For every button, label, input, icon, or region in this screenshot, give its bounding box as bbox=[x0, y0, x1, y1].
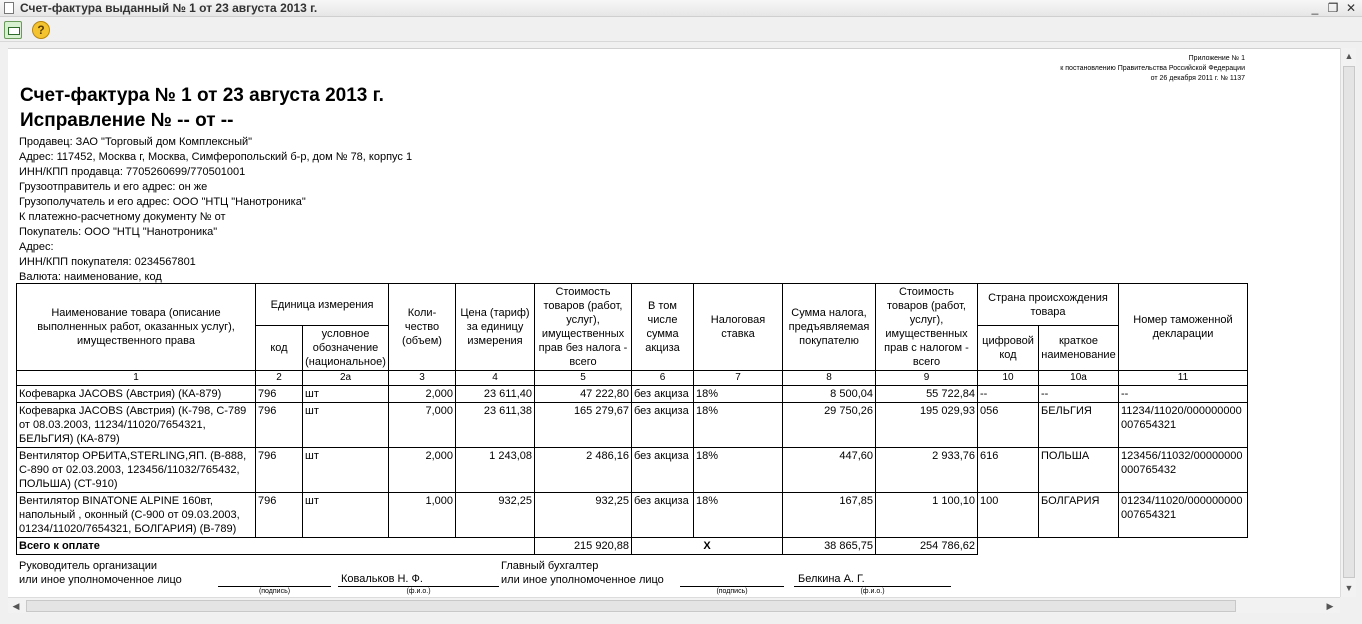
seller-line: Продавец: ЗАО "Торговый дом Комплексный" bbox=[19, 136, 253, 148]
unit-name: шт bbox=[303, 386, 389, 403]
col-number: 7 bbox=[694, 371, 783, 386]
window-title: Счет-фактура выданный № 1 от 23 августа 2013 г. bbox=[20, 1, 318, 15]
total-row bbox=[17, 538, 1248, 555]
table-header-row bbox=[17, 284, 1248, 326]
quantity: 2,000 bbox=[389, 386, 456, 403]
cost-with-tax: 195 029,93 bbox=[876, 403, 978, 448]
col-number: 9 bbox=[876, 371, 978, 386]
print-icon[interactable] bbox=[4, 21, 22, 39]
unit-code: 796 bbox=[256, 403, 303, 448]
restore-button[interactable]: ❐ bbox=[1327, 1, 1339, 15]
col-number: 8 bbox=[783, 371, 876, 386]
excise: без акциза bbox=[632, 403, 694, 448]
invoice-table bbox=[16, 283, 1248, 555]
col-number: 5 bbox=[535, 371, 632, 386]
quantity: 7,000 bbox=[389, 403, 456, 448]
accountant-name-caption: (ф.и.о.) bbox=[860, 588, 885, 595]
head-name-caption: (ф.и.о.) bbox=[406, 588, 431, 595]
col-header-unit-name: условное обозначение (национальное) bbox=[303, 326, 389, 371]
quantity: 2,000 bbox=[389, 448, 456, 493]
unit-code: 796 bbox=[256, 448, 303, 493]
head-label-2: или иное уполномоченное лицо bbox=[19, 574, 182, 586]
price: 23 611,40 bbox=[456, 386, 535, 403]
customs-number: 01234/11020/000000000007654321 bbox=[1119, 493, 1248, 538]
total-cost-with-tax: 254 786,62 bbox=[876, 538, 978, 555]
consignee-line: Грузополучатель и его адрес: ООО "НТЦ "Нанотроника" bbox=[19, 196, 306, 208]
col-number: 4 bbox=[456, 371, 535, 386]
total-excise-mark: X bbox=[632, 538, 783, 555]
unit-name: шт bbox=[303, 403, 389, 448]
col-number: 1 bbox=[17, 371, 256, 386]
head-name: Ковальков Н. Ф. bbox=[338, 573, 499, 587]
col-number: 2 bbox=[256, 371, 303, 386]
accountant-signature-caption: (подпись) bbox=[716, 588, 748, 595]
excise: без акциза bbox=[632, 493, 694, 538]
col-number: 11 bbox=[1119, 371, 1248, 386]
accountant-signature-line bbox=[680, 573, 784, 587]
country-code: -- bbox=[978, 386, 1039, 403]
item-name: Вентилятор ОРБИТА,STERLING,ЯП. (В-888, С-890 от 02.03.2003, 123456/11032/765432, ПОЛЬША) (СТ-910) bbox=[17, 448, 256, 493]
tax-rate: 18% bbox=[694, 448, 783, 493]
col-header-name: Наименование товара (описание выполненных работ, оказанных услуг), имущественного права bbox=[17, 284, 256, 371]
tax-rate: 18% bbox=[694, 403, 783, 448]
col-header-country-name: краткое наименование bbox=[1039, 326, 1119, 371]
scroll-down-icon[interactable]: ▼ bbox=[1344, 583, 1354, 593]
quantity: 1,000 bbox=[389, 493, 456, 538]
col-header-qty: Коли-чество (объем) bbox=[389, 284, 456, 371]
item-name: Кофеварка JACOBS (Австрия) (КА-879) bbox=[17, 386, 256, 403]
currency-line: Валюта: наименование, код bbox=[19, 271, 162, 283]
country-name: БОЛГАРИЯ bbox=[1039, 493, 1119, 538]
col-header-tax-sum: Сумма налога, предъявляемая покупателю bbox=[783, 284, 876, 371]
seller-inn-line: ИНН/КПП продавца: 7705260699/770501001 bbox=[19, 166, 246, 178]
buyer-inn-line: ИНН/КПП покупателя: 0234567801 bbox=[19, 256, 196, 268]
country-name: ПОЛЬША bbox=[1039, 448, 1119, 493]
document-viewport bbox=[8, 48, 1340, 597]
invoice-header-details bbox=[19, 135, 412, 285]
col-number: 6 bbox=[632, 371, 694, 386]
accountant-name: Белкина А. Г. bbox=[794, 573, 951, 587]
country-code: 056 bbox=[978, 403, 1039, 448]
col-header-customs: Номер таможенной декларации bbox=[1119, 284, 1248, 371]
close-button[interactable]: ✕ bbox=[1345, 1, 1357, 15]
col-header-excise: В том числе сумма акциза bbox=[632, 284, 694, 371]
toolbar bbox=[0, 18, 1362, 42]
unit-name: шт bbox=[303, 448, 389, 493]
head-signature-line bbox=[218, 573, 331, 587]
excise: без акциза bbox=[632, 448, 694, 493]
country-name: -- bbox=[1039, 386, 1119, 403]
vertical-scroll-thumb[interactable] bbox=[1343, 66, 1355, 578]
total-label: Всего к оплате bbox=[17, 538, 535, 555]
col-header-country-code: цифровой код bbox=[978, 326, 1039, 371]
table-row bbox=[17, 448, 1248, 493]
excise: без акциза bbox=[632, 386, 694, 403]
cost-with-tax: 1 100,10 bbox=[876, 493, 978, 538]
price: 23 611,38 bbox=[456, 403, 535, 448]
scroll-left-icon[interactable]: ◀ bbox=[12, 601, 20, 611]
buyer-line: Покупатель: ООО "НТЦ "Нанотроника" bbox=[19, 226, 218, 238]
horizontal-scrollbar[interactable] bbox=[8, 597, 1340, 613]
unit-code: 796 bbox=[256, 386, 303, 403]
col-header-unit: Единица измерения bbox=[256, 284, 389, 326]
correction-title: Исправление № -- от -- bbox=[20, 110, 234, 131]
table-row bbox=[17, 386, 1248, 403]
unit-name: шт bbox=[303, 493, 389, 538]
cost-wo-tax: 165 279,67 bbox=[535, 403, 632, 448]
seller-address-line: Адрес: 117452, Москва г, Москва, Симферопольский б-р, дом № 78, корпус 1 bbox=[19, 151, 413, 163]
head-signature-caption: (подпись) bbox=[258, 588, 291, 595]
payment-doc-line: К платежно-расчетному документу № от bbox=[19, 211, 226, 223]
price: 1 243,08 bbox=[456, 448, 535, 493]
table-row bbox=[17, 403, 1248, 448]
price: 932,25 bbox=[456, 493, 535, 538]
document-icon bbox=[4, 2, 14, 14]
horizontal-scroll-thumb[interactable] bbox=[26, 600, 1236, 612]
cost-with-tax: 2 933,76 bbox=[876, 448, 978, 493]
total-cost-wo-tax: 215 920,88 bbox=[535, 538, 632, 555]
col-header-country: Страна происхождения товара bbox=[978, 284, 1119, 326]
col-header-unit-code: код bbox=[256, 326, 303, 371]
cost-with-tax: 55 722,84 bbox=[876, 386, 978, 403]
scroll-right-icon[interactable]: ▶ bbox=[1326, 601, 1334, 611]
col-number: 2а bbox=[303, 371, 389, 386]
accountant-label-2: или иное уполномоченное лицо bbox=[501, 574, 664, 586]
country-code: 616 bbox=[978, 448, 1039, 493]
col-number: 10а bbox=[1039, 371, 1119, 386]
minimize-button[interactable]: _ bbox=[1311, 1, 1319, 15]
column-numbers-row bbox=[17, 371, 1248, 386]
country-code: 100 bbox=[978, 493, 1039, 538]
cost-wo-tax: 47 222,80 bbox=[535, 386, 632, 403]
customs-number: 123456/11032/00000000000765432 bbox=[1119, 448, 1248, 493]
customs-number: -- bbox=[1119, 386, 1248, 403]
col-number: 3 bbox=[389, 371, 456, 386]
cost-wo-tax: 2 486,16 bbox=[535, 448, 632, 493]
vertical-scrollbar[interactable] bbox=[1340, 48, 1356, 597]
tax-rate: 18% bbox=[694, 493, 783, 538]
buyer-address-line: Адрес: bbox=[19, 241, 54, 253]
help-icon[interactable]: ? bbox=[32, 21, 50, 39]
col-header-cost-with-tax: Стоимость товаров (работ, услуг), имущественных прав с налогом - всего bbox=[876, 284, 978, 371]
item-name: Кофеварка JACOBS (Австрия) (К-798, С-789 от 08.03.2003, 11234/11020/7654321, БЕЛЬГИЯ) (КА-879) bbox=[17, 403, 256, 448]
shipper-line: Грузоотправитель и его адрес: он же bbox=[19, 181, 208, 193]
invoice-title: Счет-фактура № 1 от 23 августа 2013 г. bbox=[20, 85, 384, 106]
tax-sum: 167,85 bbox=[783, 493, 876, 538]
tax-sum: 29 750,26 bbox=[783, 403, 876, 448]
table-row bbox=[17, 493, 1248, 538]
col-header-tax-rate: Налоговая ставка bbox=[694, 284, 783, 371]
unit-code: 796 bbox=[256, 493, 303, 538]
tax-sum: 447,60 bbox=[783, 448, 876, 493]
col-header-price: Цена (тариф) за единицу измерения bbox=[456, 284, 535, 371]
accountant-label: Главный бухгалтер bbox=[501, 560, 599, 572]
scroll-up-icon[interactable]: ▲ bbox=[1344, 51, 1354, 61]
total-tax-sum: 38 865,75 bbox=[783, 538, 876, 555]
tax-sum: 8 500,04 bbox=[783, 386, 876, 403]
item-name: Вентилятор BINATONE ALPINE 160вт, напольный , оконный (С-900 от 09.03.2003, 01234/11020/7654321, БОЛГАРИЯ) (В-789) bbox=[17, 493, 256, 538]
appendix-note: Приложение № 1 к постановлению Правительства Российской Федерации от 26 декабря 2011 г. № 1137 bbox=[1060, 55, 1245, 82]
cost-wo-tax: 932,25 bbox=[535, 493, 632, 538]
country-name: БЕЛЬГИЯ bbox=[1039, 403, 1119, 448]
col-number: 10 bbox=[978, 371, 1039, 386]
head-label: Руководитель организации bbox=[19, 560, 158, 572]
tax-rate: 18% bbox=[694, 386, 783, 403]
col-header-cost-wo-tax: Стоимость товаров (работ, услуг), имущественных прав без налога - всего bbox=[535, 284, 632, 371]
customs-number: 11234/11020/000000000007654321 bbox=[1119, 403, 1248, 448]
title-bar bbox=[0, 0, 1362, 17]
